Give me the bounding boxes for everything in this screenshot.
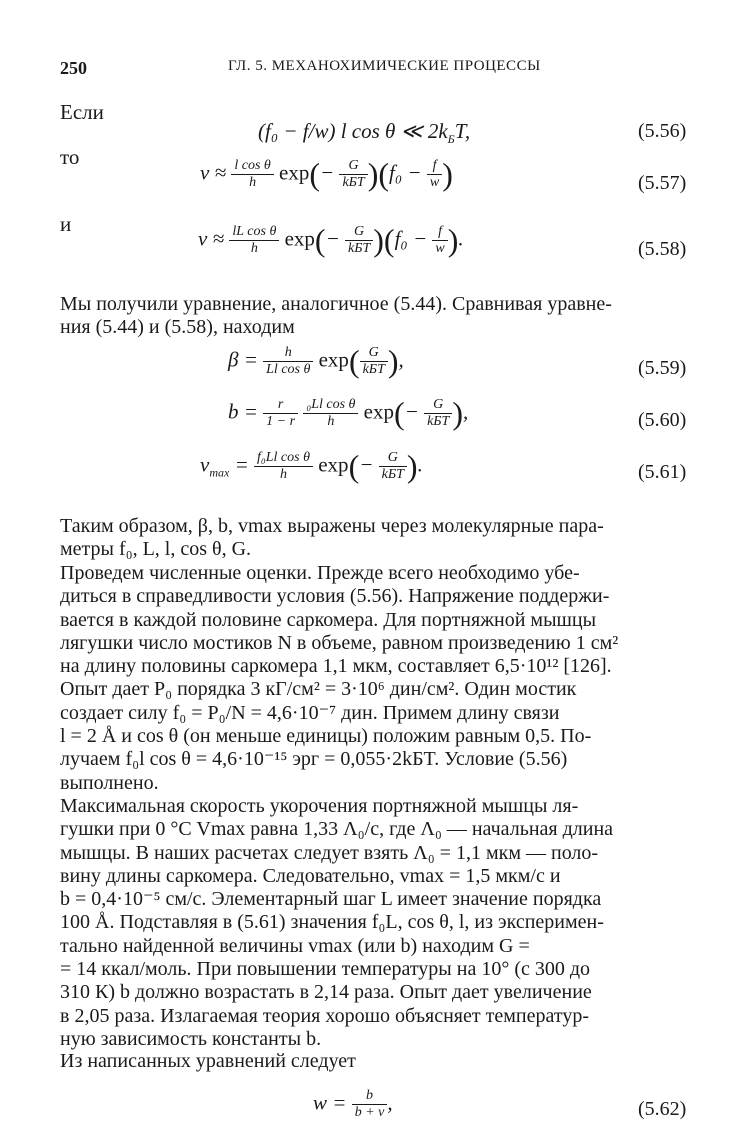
eq61-number: (5.61) xyxy=(638,461,687,483)
eq58-number: (5.58) xyxy=(638,238,687,260)
paragraph-3-line: вается в каждой половине саркомера. Для портняжной мышцы xyxy=(60,608,597,631)
eq57-g-frac xyxy=(339,158,367,191)
paragraph-4-line: мышцы. В наших расчетах следует взять Λ₀ = 1,1 мкм — поло- xyxy=(60,841,599,864)
eq61-frac xyxy=(254,450,313,483)
eq59-exp: exp xyxy=(318,347,349,372)
eq59-frac xyxy=(263,345,313,378)
paragraph-4-line: тально найденной величины vmax (или b) находим G = xyxy=(60,934,530,957)
paragraph-4-line: Максимальная скорость укорочения портняжной мышцы ля- xyxy=(60,795,579,817)
equation-5-56 xyxy=(258,119,470,147)
paragraph-4-line: гушки при 0 °C Vmax равна 1,33 Λ₀/с, где Λ₀ — начальная длина xyxy=(60,818,614,841)
eq57-g-den: kБT xyxy=(339,174,367,191)
eq60-frac1-num: r xyxy=(277,397,284,412)
eq58-lhs: v ≈ xyxy=(198,226,225,251)
eq57-frac xyxy=(231,158,273,191)
equation-5-60: b = $\frac{r}{1 - r}$ $\frac{\text{₀Ll cos θ}}{h}$ exp(− $\frac{G}{\text{kБT}}$ ), xyxy=(228,395,469,431)
eq58-frac-num: lL cos θ xyxy=(232,224,277,239)
eq60-frac2-den: h xyxy=(303,413,358,430)
eq60-tail: , xyxy=(463,399,469,424)
eq60-number: (5.60) xyxy=(638,409,687,431)
paragraph-4-line: в 2,05 раза. Излагаемая теория хорошо объясняет температур- xyxy=(60,1004,589,1027)
eq61-tail: . xyxy=(417,452,423,477)
eq58-exp: exp xyxy=(284,226,315,251)
word-if: Если xyxy=(60,100,104,124)
paragraph-4 xyxy=(60,795,692,1051)
paragraph-4-line: 310 К) b должно возрастать в 2,14 раза. Опыт дает увеличение xyxy=(60,981,592,1004)
eq59-g-num: G xyxy=(368,345,379,360)
paragraph-2-line: Таким образом, β, b, vmax выражены через молекулярные пара- xyxy=(60,515,604,537)
eq58-frac xyxy=(229,224,279,257)
eq58-tail: . xyxy=(458,226,464,251)
eq56-rhs: T, xyxy=(454,119,471,143)
eq61-g-frac xyxy=(379,450,407,483)
paragraph-4-line: ную зависимость константы b. xyxy=(60,1027,322,1050)
eq61-g-num: G xyxy=(387,450,398,465)
eq61-g-den: kБT xyxy=(379,466,407,483)
eq61-exp: exp xyxy=(318,452,349,477)
eq62-number: (5.62) xyxy=(638,1098,687,1120)
word-then: то xyxy=(60,145,80,169)
eq59-number: (5.59) xyxy=(638,357,687,379)
paragraph-5 xyxy=(60,1050,692,1073)
eq56-sub: Б xyxy=(447,132,455,147)
eq59-g-frac xyxy=(360,345,388,378)
paragraph-4-line: b = 0,4·10⁻⁵ см/с. Элементарный шаг L имеет значение порядка xyxy=(60,888,602,911)
eq57-number: (5.57) xyxy=(638,172,687,194)
eq56-number: (5.56) xyxy=(638,120,687,142)
eq60-frac1 xyxy=(263,397,298,430)
paragraph-1 xyxy=(60,293,692,340)
running-title: ГЛ. 5. МЕХАНОХИМИЧЕСКИЕ ПРОЦЕССЫ xyxy=(228,58,541,74)
eq59-tail: , xyxy=(398,347,404,372)
eq59-frac-num: h xyxy=(284,345,292,360)
eq58-fw-num: f xyxy=(438,224,442,239)
paragraph-2 xyxy=(60,515,692,562)
eq61-lhs: v xyxy=(200,452,210,477)
eq58-frac-den: h xyxy=(229,240,279,257)
eq60-g-num: G xyxy=(433,397,444,412)
paragraph-3-line: лягушки число мостиков N в объеме, равном произведению 1 см² xyxy=(60,631,619,654)
eq60-g-frac xyxy=(424,397,452,430)
equation-5-59: β = $\frac{h}{\text{Ll cos θ}}$ exp( $\frac{G}{\text{kБT}}$ ), xyxy=(228,343,404,379)
paragraph-5-line: Из написанных уравнений следует xyxy=(60,1050,356,1072)
equation-5-57: v ≈ $\frac{\text{l cos θ}}{h}$ exp(− $\frac{G}{\text{kБT}}$ )(f₀ − $\frac{f}{w}$ ) xyxy=(200,156,453,192)
eq58-g-frac xyxy=(345,224,373,257)
paragraph-4-line: вину длины саркомера. Следовательно, vmax = 1,5 мкм/с и xyxy=(60,864,561,887)
eq58-g-den: kБT xyxy=(345,240,373,257)
paragraph-2-line: метры f₀, L, l, cos θ, G. xyxy=(60,538,252,561)
paragraph-3-line: лучаем f₀l cos θ = 4,6·10⁻¹⁵ эрг = 0,055·2kБT. Условие (5.56) xyxy=(60,748,568,771)
eq57-fw-den: w xyxy=(427,174,442,191)
paragraph-3-line: l = 2 Å и cos θ (он меньше единицы) положим равным 0,5. По- xyxy=(60,725,592,748)
paragraph-3-line: создает силу f₀ = P₀/N = 4,6·10⁻⁷ дин. Примем длину связи xyxy=(60,701,560,724)
eq58-fw-frac xyxy=(432,224,447,257)
eq62-frac-den: b + v xyxy=(352,1104,388,1121)
eq60-g-den: kБT xyxy=(424,413,452,430)
paragraph-1-line: ния (5.44) и (5.58), находим xyxy=(60,316,295,339)
paragraph-4-line: = 14 ккал/моль. При повышении температуры на 10° (с 300 до xyxy=(60,958,591,981)
paragraph-3 xyxy=(60,562,692,795)
paragraph-3-line: выполнено. xyxy=(60,771,159,794)
eq57-lhs: v ≈ xyxy=(200,160,227,185)
eq59-g-den: kБT xyxy=(360,361,388,378)
eq60-frac2 xyxy=(303,397,358,430)
paragraph-3-line: на длину половины саркомера 1,1 мкм, составляет 6,5·10¹² [126]. xyxy=(60,655,612,678)
paragraph-1-line: Мы получили уравнение, аналогичное (5.44). Сравнивая уравне- xyxy=(60,293,612,315)
eq61-lhs-sub: max xyxy=(209,465,230,480)
equation-5-58: v ≈ $\frac{\text{lL cos θ}}{h}$ exp(− $\frac{G}{\text{kБT}}$ )(f₀ − $\frac{f}{w}$ ). xyxy=(198,222,464,258)
eq62-frac xyxy=(352,1088,388,1121)
paragraph-3-line: Проведем численные оценки. Прежде всего необходимо убе- xyxy=(60,562,580,584)
eq57-exp: exp xyxy=(279,160,310,185)
eq58-g-num: G xyxy=(354,224,365,239)
eq61-frac-num: f₀Ll cos θ xyxy=(257,450,310,465)
eq59-lhs: β = xyxy=(228,347,258,372)
eq58-f-part: f₀ − xyxy=(394,226,428,251)
eq61-eq-sign: = xyxy=(234,452,249,477)
eq60-frac2-num: ₀Ll cos θ xyxy=(306,397,356,412)
eq57-frac-den: h xyxy=(231,174,273,191)
eq62-tail: , xyxy=(387,1090,393,1115)
paragraph-3-line: диться в справедливости условия (5.56). Напряжение поддержи- xyxy=(60,585,610,608)
equation-5-62 xyxy=(313,1088,393,1121)
eq57-f-part: f₀ − xyxy=(389,160,422,185)
eq62-lhs: w = xyxy=(313,1090,347,1115)
eq61-frac-den: h xyxy=(254,466,313,483)
eq57-fw-num: f xyxy=(432,158,437,173)
eq56-lhs: (f₀ − f/w) l cos θ ≪ 2k xyxy=(258,119,448,143)
paragraph-4-line: 100 Å. Подставляя в (5.61) значения f₀L, cos θ, l, из эксперимен- xyxy=(60,911,604,934)
page-number: 250 xyxy=(60,58,87,78)
eq57-fw-frac xyxy=(427,158,442,191)
eq57-g-num: G xyxy=(348,158,359,173)
eq58-fw-den: w xyxy=(432,240,447,257)
eq57-frac-num: l cos θ xyxy=(234,158,271,173)
eq62-frac-num: b xyxy=(366,1088,374,1103)
eq60-exp: exp xyxy=(363,399,394,424)
eq59-frac-den: Ll cos θ xyxy=(263,361,313,378)
word-and: и xyxy=(60,212,72,236)
equation-5-61: $v_{max}$ = $\frac{\text{f₀Ll cos θ}}{h}$ exp(− $\frac{G}{\text{kБT}}$ ). xyxy=(200,448,423,484)
eq60-frac1-den: 1 − r xyxy=(263,413,298,430)
paragraph-3-line: Опыт дает P₀ порядка 3 кГ/см² = 3·10⁶ дин/см². Один мостик xyxy=(60,678,577,701)
eq60-lhs: b = xyxy=(228,399,258,424)
